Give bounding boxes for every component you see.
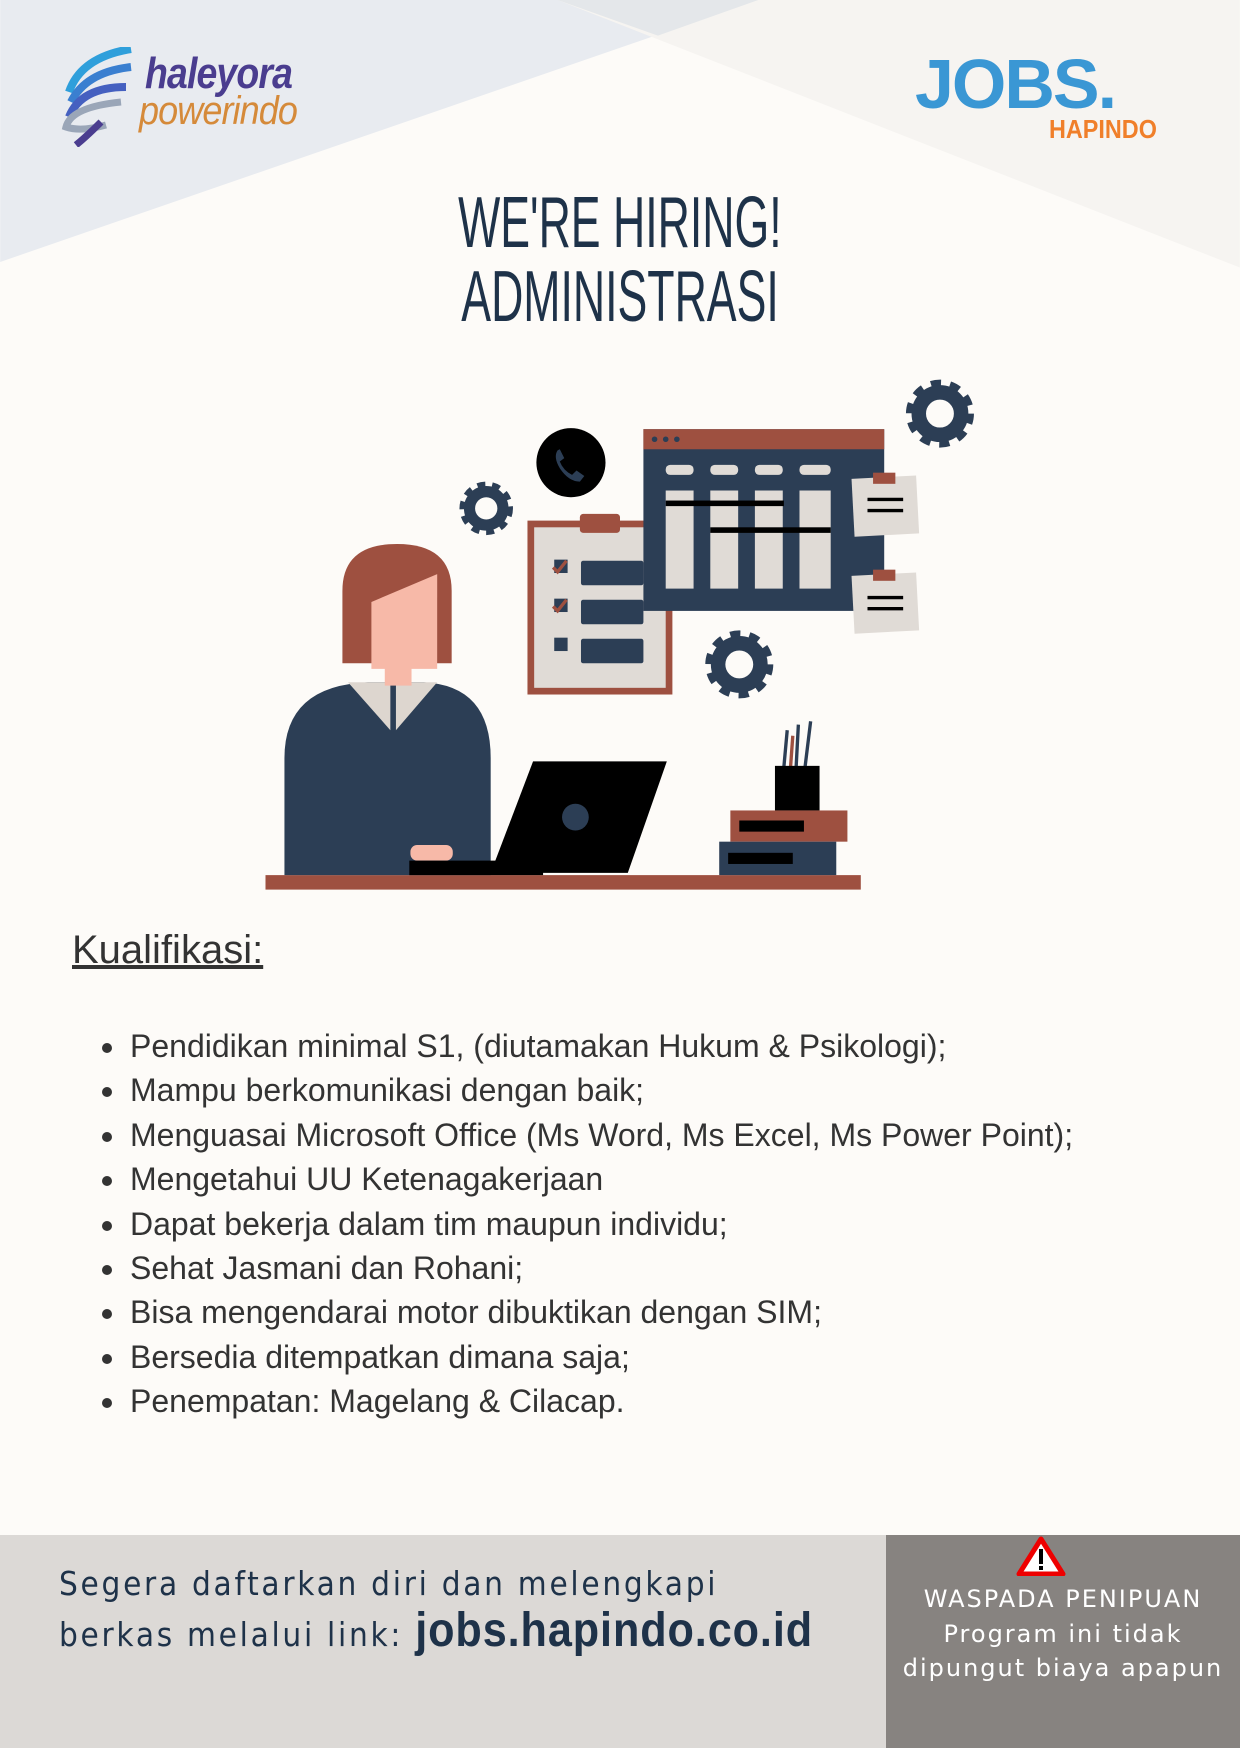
- job-title: ADMINISTRASI: [461, 257, 779, 337]
- qualifications-heading: Kualifikasi:: [72, 928, 264, 972]
- list-item: • Mampu berkomunikasi dengan baik;: [128, 1068, 1073, 1112]
- list-item: • Sehat Jasmani dan Rohani;: [128, 1246, 1073, 1290]
- list-item: • Dapat bekerja dalam tim maupun individu;: [128, 1202, 1073, 1246]
- hiring-headline: WE'RE HIRING!: [458, 183, 782, 263]
- office-worker-illustration: [265, 383, 970, 889]
- swirl-logo-icon: [61, 47, 151, 147]
- qualifications-list: [88, 1024, 1073, 1424]
- list-item: • Pendidikan minimal S1, (diutamakan Hukum & Psikologi);: [128, 1024, 1073, 1068]
- list-item: • Bisa mengendarai motor dibuktikan dengan SIM;: [128, 1290, 1073, 1334]
- apply-link[interactable]: jobs.hapindo.co.id: [415, 1604, 814, 1657]
- haleyora-powerindo-logo: [61, 47, 321, 147]
- woman-figure: [284, 544, 490, 875]
- spreadsheet-window-icon: [643, 429, 884, 611]
- powerindo-text: powerindo: [139, 89, 298, 133]
- footer-cta-text: Segera daftarkan diri dan melengkapi berkas melalui link: jobs.hapindo.co.id: [59, 1564, 814, 1657]
- jobs-text: JOBS.: [915, 45, 1116, 123]
- list-item: • Mengetahui UU Ketenagakerjaan: [128, 1157, 1073, 1201]
- list-item: • Menguasai Microsoft Office (Ms Word, Ms Excel, Ms Power Point);: [128, 1113, 1073, 1157]
- desk-supplies-icon: [719, 721, 847, 875]
- jobs-hapindo-logo: [915, 45, 1175, 145]
- list-item: • Bersedia ditempatkan dimana saja;: [128, 1335, 1073, 1379]
- warning-icon: [1016, 1536, 1066, 1576]
- hapindo-text: HAPINDO: [1049, 114, 1157, 144]
- phone-icon: [536, 428, 605, 497]
- haleyora-text: haleyora: [145, 49, 293, 98]
- list-item: • Penempatan: Magelang & Cilacap.: [128, 1379, 1073, 1423]
- fraud-warning-text: WASPADA PENIPUAN Program ini tidak dipungut biaya apapun: [902, 1585, 1224, 1682]
